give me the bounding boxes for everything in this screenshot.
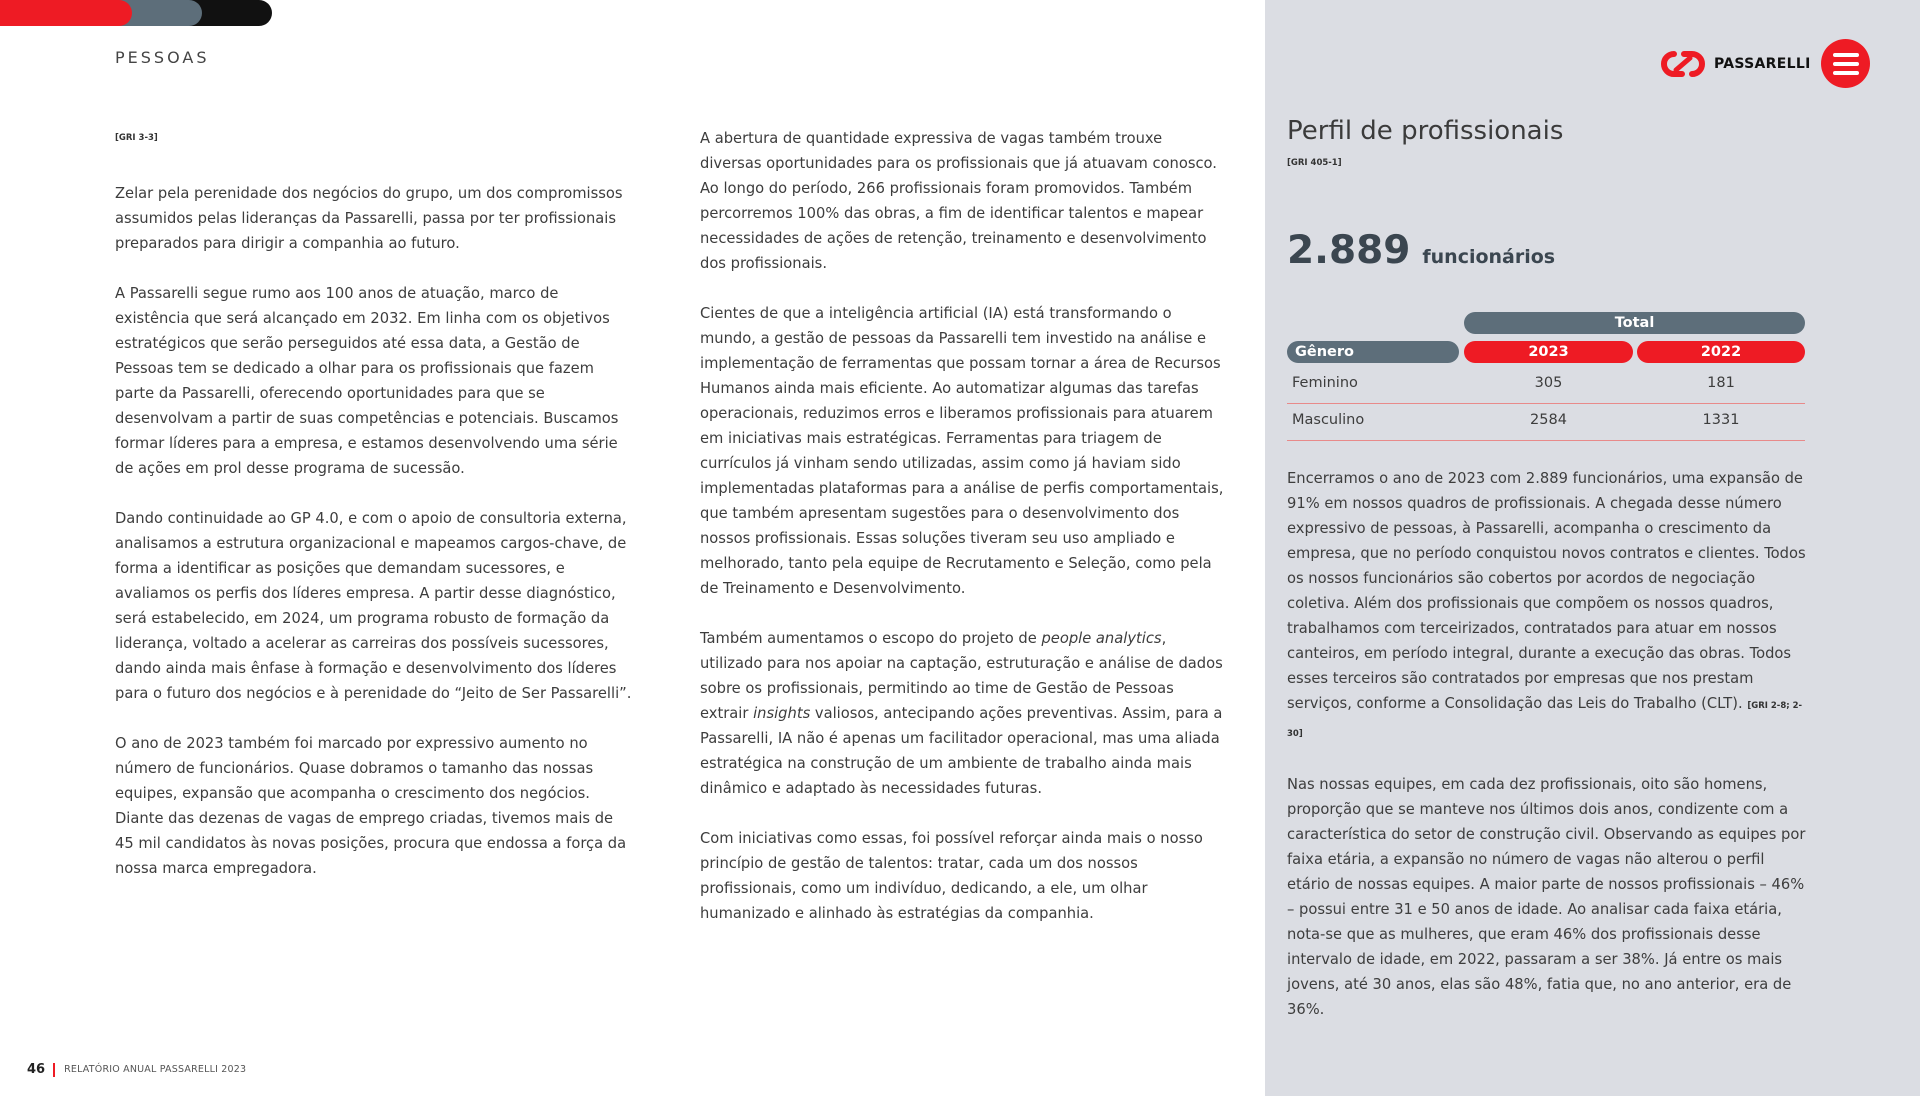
text-run: Também aumentamos o escopo do projeto de — [700, 630, 1042, 647]
column-middle — [700, 126, 1225, 951]
employee-count-headline — [1287, 228, 1555, 273]
brand-logo[interactable] — [1660, 48, 1811, 80]
progress-tabs — [0, 0, 275, 26]
table-group-header: Total — [1464, 312, 1805, 334]
page-footer — [27, 1062, 246, 1077]
paragraph: Zelar pela perenidade dos negócios do grupo, um dos compromissos assumidos pelas lideranças da Passarelli, passa por ter profissionais preparados para dirigir a companhia ao futuro. — [115, 185, 623, 252]
column-right — [1287, 466, 1812, 1047]
table-column-header: Gênero — [1287, 341, 1459, 363]
hamburger-icon-line — [1833, 71, 1859, 75]
text-run: , utilizado para nos apoiar na captação, estruturação e análise de dados sobre os profissionais, permitindo ao time de Gestão de Pessoas extrair — [700, 630, 1223, 722]
paragraph: Cientes de que a inteligência artificial (IA) está transformando o mundo, a gestão de pessoas da Passarelli tem investido na análise e implementação de ferramentas que possam tornar a área de Recursos Humanos ainda mais eficiente. Ao automatizar algumas das tarefas operacionais, reduzimos erros e liberamos profissionais para atuarem em iniciativas mais estratégicas. Ferramentas para triagem de currículos já vinham sendo utilizadas, assim como já haviam sido implementadas plataformas para a análise de perfis comportamentais, que também apresentam sugestões para o desenvolvimento dos nossos profissionais. Essas soluções tiveram seu uso ampliado e melhorado, tanto pela equipe de Recrutamento e Seleção, como pela de Treinamento e Desenvolvimento. — [700, 305, 1224, 597]
section-title: PESSOAS — [115, 48, 210, 67]
gri-reference: [GRI 3-3] — [115, 133, 158, 143]
emphasis: insights — [753, 705, 811, 722]
panel-title: Perfil de profissionais — [1287, 116, 1564, 146]
passarelli-logo-icon — [1660, 48, 1706, 80]
text-run: Encerramos o ano de 2023 com 2.889 funcionários, uma expansão de 91% em nossos quadros de profissionais. A chegada desse número expressivo de pessoas, à Passarelli, acompanha o crescimento da empresa, que no período conquistou novos contratos e clientes. Todos os nossos funcionários são cobertos por acordos de negociação coletiva. Além dos profissionais que compõem os nossos quadros, trabalhamos com terceirizados, contratados para atuar em nossos canteiros, em período integral, durante a execução das obras. Todos esses terceiros são contratados por empresas que nos prestam serviços, conforme a Consolidação das Leis do Trabalho (CLT). — [1287, 470, 1806, 712]
footer-divider — [53, 1063, 55, 1077]
hamburger-icon-line — [1833, 62, 1859, 66]
table-year-header: 2022 — [1637, 341, 1805, 363]
employee-count-unit: funcionários — [1422, 246, 1556, 268]
hamburger-icon-line — [1833, 53, 1859, 57]
gri-reference: [GRI 2-8; 2-30] — [1287, 701, 1803, 739]
paragraph: Com iniciativas como essas, foi possível reforçar ainda mais o nosso princípio de gestão de talentos: tratar, cada um dos nossos profissionais, como um indivíduo, dedicando, a ele, um olhar humanizado e alinhado às estratégias da companhia. — [700, 830, 1203, 922]
table-year-header: 2023 — [1464, 341, 1633, 363]
page-number: 46 — [27, 1062, 46, 1077]
table-row — [1287, 367, 1805, 404]
paragraph: O ano de 2023 também foi marcado por expressivo aumento no número de funcionários. Quase dobramos o tamanho das nossas equipes, expansão que acompanha o crescimento dos negócios. Diante das dezenas de vagas de emprego criadas, tivemos mais de 45 mil candidatos às novas posições, procura que endossa a força da nossa marca empregadora. — [115, 735, 627, 877]
table-cell-label: Feminino — [1292, 375, 1358, 391]
table-cell: 181 — [1707, 375, 1735, 391]
table-cell-label: Masculino — [1292, 412, 1365, 428]
emphasis: people analytics — [1041, 630, 1162, 647]
paragraph — [1287, 466, 1812, 747]
column-left — [115, 126, 635, 906]
brand-name: PASSARELLI — [1714, 56, 1811, 72]
paragraph — [700, 626, 1225, 801]
table-cell: 1331 — [1702, 412, 1740, 428]
table-cell: 2584 — [1530, 412, 1567, 428]
table-cell: 305 — [1534, 375, 1563, 391]
table-row — [1287, 404, 1805, 441]
report-title: RELATÓRIO ANUAL PASSARELLI 2023 — [64, 1064, 247, 1075]
paragraph: Dando continuidade ao GP 4.0, e com o apoio de consultoria externa, analisamos a estrutura organizacional e mapeamos cargos-chave, de forma a identificar as posições que demandam sucessores, e avaliamos os perfis dos líderes empresa. A partir desse diagnóstico, será estabelecido, em 2024, um programa robusto de formação da liderança, voltado a acelerar as carreiras dos possíveis sucessores, dando ainda mais ênfase à formação e desenvolvimento dos líderes para o futuro dos negócios e à perenidade do “Jeito de Ser Passarelli”. — [115, 510, 632, 702]
paragraph: A abertura de quantidade expressiva de vagas também trouxe diversas oportunidades para os profissionais que já atuavam conosco. Ao longo do período, 266 profissionais foram promovidos. Também percorremos 100% das obras, a fim de identificar talentos e mapear necessidades de ações de retenção, treinamento e desenvolvimento dos profissionais. — [700, 130, 1217, 272]
employee-count: 2.889 — [1287, 228, 1411, 273]
text-run: valiosos, antecipando ações preventivas. Assim, para a Passarelli, IA não é apenas um facilitador operacional, mas uma aliada estratégica na construção de um ambiente de trabalho ainda mais dinâmico e adaptado às necessidades futuras. — [700, 705, 1223, 797]
gri-reference: [GRI 405-1] — [1287, 158, 1342, 168]
menu-button[interactable] — [1821, 39, 1870, 88]
paragraph: A Passarelli segue rumo aos 100 anos de atuação, marco de existência que será alcançado em 2032. Em linha com os objetivos estratégicos que serão perseguidos até essa data, a Gestão de Pessoas tem se dedicado a olhar para os profissionais que fazem parte da Passarelli, oferecendo oportunidades para que se desenvolvam a partir de suas competências e potenciais. Buscamos formar líderes para a empresa, e estamos desenvolvendo uma série de ações em prol desse programa de sucessão. — [115, 285, 619, 477]
paragraph: Nas nossas equipes, em cada dez profissionais, oito são homens, proporção que se manteve nos últimos dois anos, condizente com a característica do setor de construção civil. Observando as equipes por faixa etária, a expansão no número de vagas não alterou o perfil etário de nossas equipes. A maior parte de nossos profissionais – 46% – possui entre 31 e 50 anos de idade. Ao analisar cada faixa etária, nota-se que as mulheres, que eram 46% dos profissionais desse intervalo de idade, em 2022, passaram a ser 38%. Já entre os mais jovens, até 30 anos, elas são 48%, fatia que, no ano anterior, era de 36%. — [1287, 776, 1806, 1018]
tab-bar-red[interactable] — [0, 0, 132, 26]
